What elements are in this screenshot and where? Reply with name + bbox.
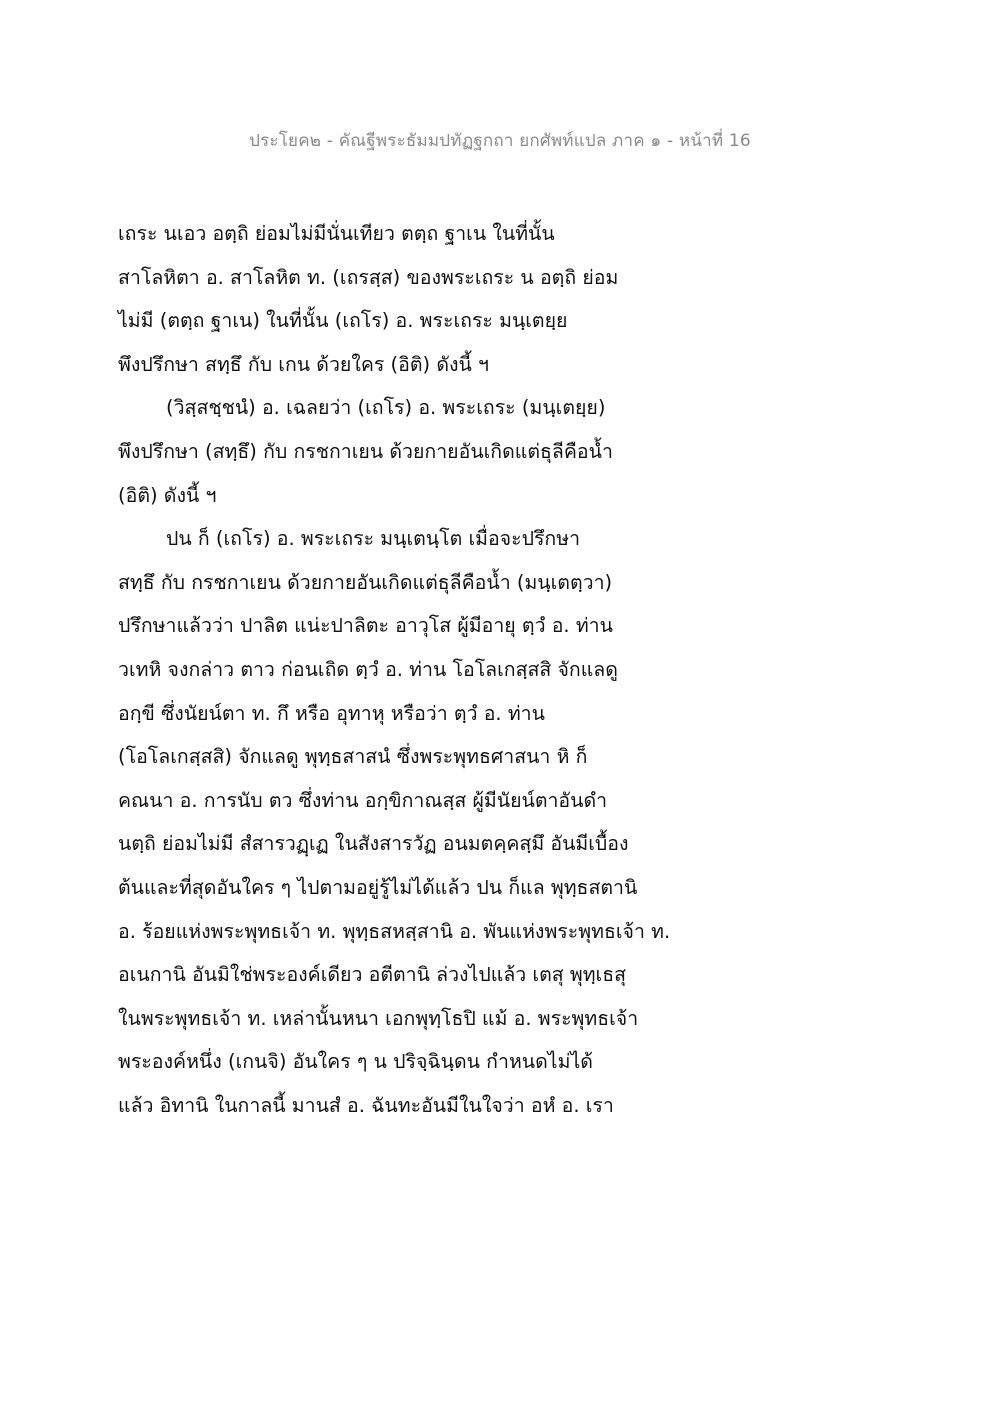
text-line: แล้ว อิทานิ ในกาลนี้ มานสํ อ. ฉันทะอันมีในใจว่า อหํ อ. เรา <box>118 1093 614 1117</box>
text-line: สทฺธึ กับ กรชกาเยน ด้วยกายอันเกิดแต่ธุลีคือน้ำ (มนฺเตตฺวา) <box>118 570 613 594</box>
body-text <box>118 212 718 1127</box>
running-header: ประโยค๒ - คัณฐีพระธัมมปทัฏฐกถา ยกศัพท์แปล ภาค ๑ - หน้าที่ 16 <box>249 131 751 151</box>
text-line: พระองค์หนึ่ง (เกนจิ) อันใคร ๆ น ปริจฺฉินฺดน กำหนดไม่ได้ <box>118 1050 593 1074</box>
text-line: ปน ก็ (เถโร) อ. พระเถระ มนฺเตนฺโต เมื่อจะปรึกษา <box>166 527 581 551</box>
text-line: ต้นและที่สุดอันใคร ๆ ไปตามอยู่รู้ไม่ได้แล้ว ปน ก็แล พุทฺธสตานิ <box>118 875 638 899</box>
text-line: ไม่มี (ตตฺถ ฐาเน) ในที่นั้น (เถโร) อ. พระเถระ มนฺเตยฺย <box>118 309 568 333</box>
text-line: อกฺขี ซึ่งนัยน์ตา ท. กึ หรือ อุทาหุ หรือว่า ตฺวํ อ. ท่าน <box>118 701 545 725</box>
text-line: ปรึกษาแล้วว่า ปาลิต แน่ะปาลิตะ อาวุโส ผู้มีอายุ ตฺวํ อ. ท่าน <box>118 614 613 638</box>
text-line: ในพระพุทธเจ้า ท. เหล่านั้นหนา เอกพุทฺโธปิ แม้ อ. พระพุทธเจ้า <box>118 1006 639 1030</box>
text-line: สาโลหิตา อ. สาโลหิต ท. (เถรสฺส) ของพระเถระ น อตฺถิ ย่อม <box>118 265 619 289</box>
text-line: อเนกานิ อันมิใช่พระองค์เดียว อตีตานิ ล่วงไปแล้ว เตสุ พุทฺเธสุ <box>118 963 627 987</box>
text-line: คณนา อ. การนับ ตว ซึ่งท่าน อกฺขิกาณสฺส ผู้มีนัยน์ตาอันดำ <box>118 788 608 812</box>
text-line: วเทหิ จงกล่าว ตาว ก่อนเถิด ตฺวํ อ. ท่าน โอโลเกสฺสสิ จักแลดู <box>118 657 618 681</box>
text-line: (อิติ) ดังนี้ ฯ <box>118 483 217 507</box>
text-line: พึงปรึกษา (สทฺธึ) กับ กรชกาเยน ด้วยกายอันเกิดแต่ธุลีคือน้ำ <box>118 439 613 463</box>
text-line: (โอโลเกสฺสสิ) จักแลดู พุทฺธสาสนํ ซึ่งพระพุทธศาสนา หิ ก็ <box>118 745 588 769</box>
text-line: (วิสฺสชฺชนํ) อ. เฉลยว่า (เถโร) อ. พระเถระ (มนฺเตยฺย) <box>166 396 606 420</box>
text-line: พึงปรึกษา สทฺธึ กับ เกน ด้วยใคร (อิติ) ดังนี้ ฯ <box>118 352 490 376</box>
text-line: อ. ร้อยแห่งพระพุทธเจ้า ท. พุทฺธสหสฺสานิ อ. พันแห่งพระพุทธเจ้า ท. <box>118 919 671 943</box>
text-line: นตฺถิ ย่อมไม่มี สํสารวฏฺเฏ ในสังสารวัฏ อนมตคฺคสฺมึ อันมีเบื้อง <box>118 832 629 856</box>
text-line: เถระ นเอว อตฺถิ ย่อมไม่มีนั่นเทียว ตตฺถ ฐาเน ในที่นั้น <box>118 222 555 245</box>
